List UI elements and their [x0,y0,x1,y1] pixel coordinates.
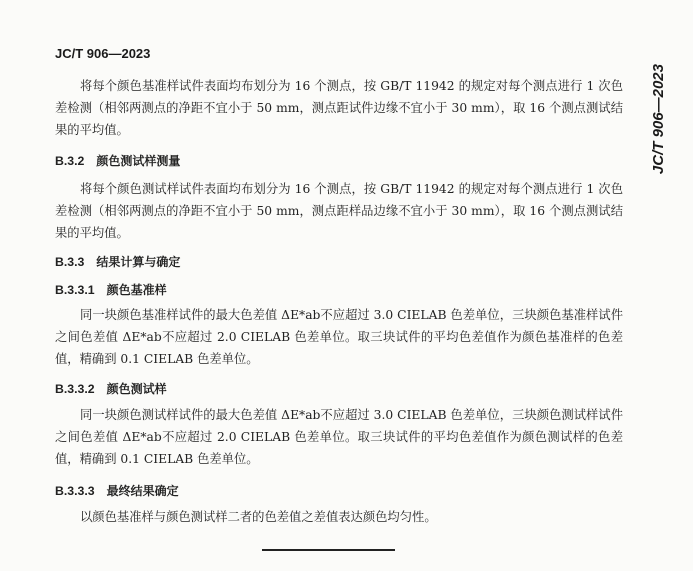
section-heading-b-3-2 [55,152,180,169]
standard-id-header: JC/T 906—2023 [55,46,151,61]
paragraph-color-reference-measurement: 将每个颜色基准样试件表面均布划分为 16 个测点，按 GB/T 11942 的规定对每个测点进行 1 次色差检测（相邻两测点的净距不宜小于 50 mm，测点距试件边缘不宜小于 30 mm），取 16 个测点测试结果的平均值。 [55,79,623,137]
section-heading-b-3-3-3 [55,482,179,499]
end-of-text-rule [262,549,395,551]
section-number: B.3.2 [55,154,85,168]
paragraph-reference-result: 同一块颜色基准样试件的最大色差值 ΔE*ab不应超过 3.0 CIELAB 色差单位，三块颜色基准样试件之间色差值 ΔE*ab不应超过 2.0 CIELAB 色差单位。取三块试件的平均色差值作为颜色基准样的色差值，精确到 0.1 CIELAB 色差单位。 [55,308,623,366]
section-heading-b-3-3 [55,253,180,270]
section-title: 颜色测试样 [106,382,167,396]
section-number: B.3.3.2 [55,382,95,396]
section-number: B.3.3.3 [55,484,95,498]
section-title: 结果计算与确定 [96,255,181,269]
section-title: 最终结果确定 [106,484,179,498]
section-title: 颜色基准样 [106,283,167,297]
section-heading-b-3-3-1 [55,281,167,298]
section-title: 颜色测试样测量 [96,154,181,168]
paragraph-final-result: 以颜色基准样与颜色测试样二者的色差值之差值表达颜色均匀性。 [80,510,437,524]
section-heading-b-3-3-2 [55,380,167,397]
paragraph-test-result: 同一块颜色测试样试件的最大色差值 ΔE*ab不应超过 3.0 CIELAB 色差单位，三块颜色测试样试件之间色差值 ΔE*ab不应超过 2.0 CIELAB 色差单位。取三块试件的平均色差值作为颜色测试样的色差值，精确到 0.1 CIELAB 色差单位。 [55,408,623,466]
section-number: B.3.3.1 [55,283,95,297]
section-number: B.3.3 [55,255,85,269]
paragraph-color-test-measurement: 将每个颜色测试样试件表面均布划分为 16 个测点，按 GB/T 11942 的规定对每个测点进行 1 次色差检测（相邻两测点的净距不宜小于 50 mm，测点距样品边缘不宜小于 30 mm），取 16 个测点测试结果的平均值。 [55,182,623,240]
standard-id-side-label: JC/T 906—2023 [650,64,667,175]
